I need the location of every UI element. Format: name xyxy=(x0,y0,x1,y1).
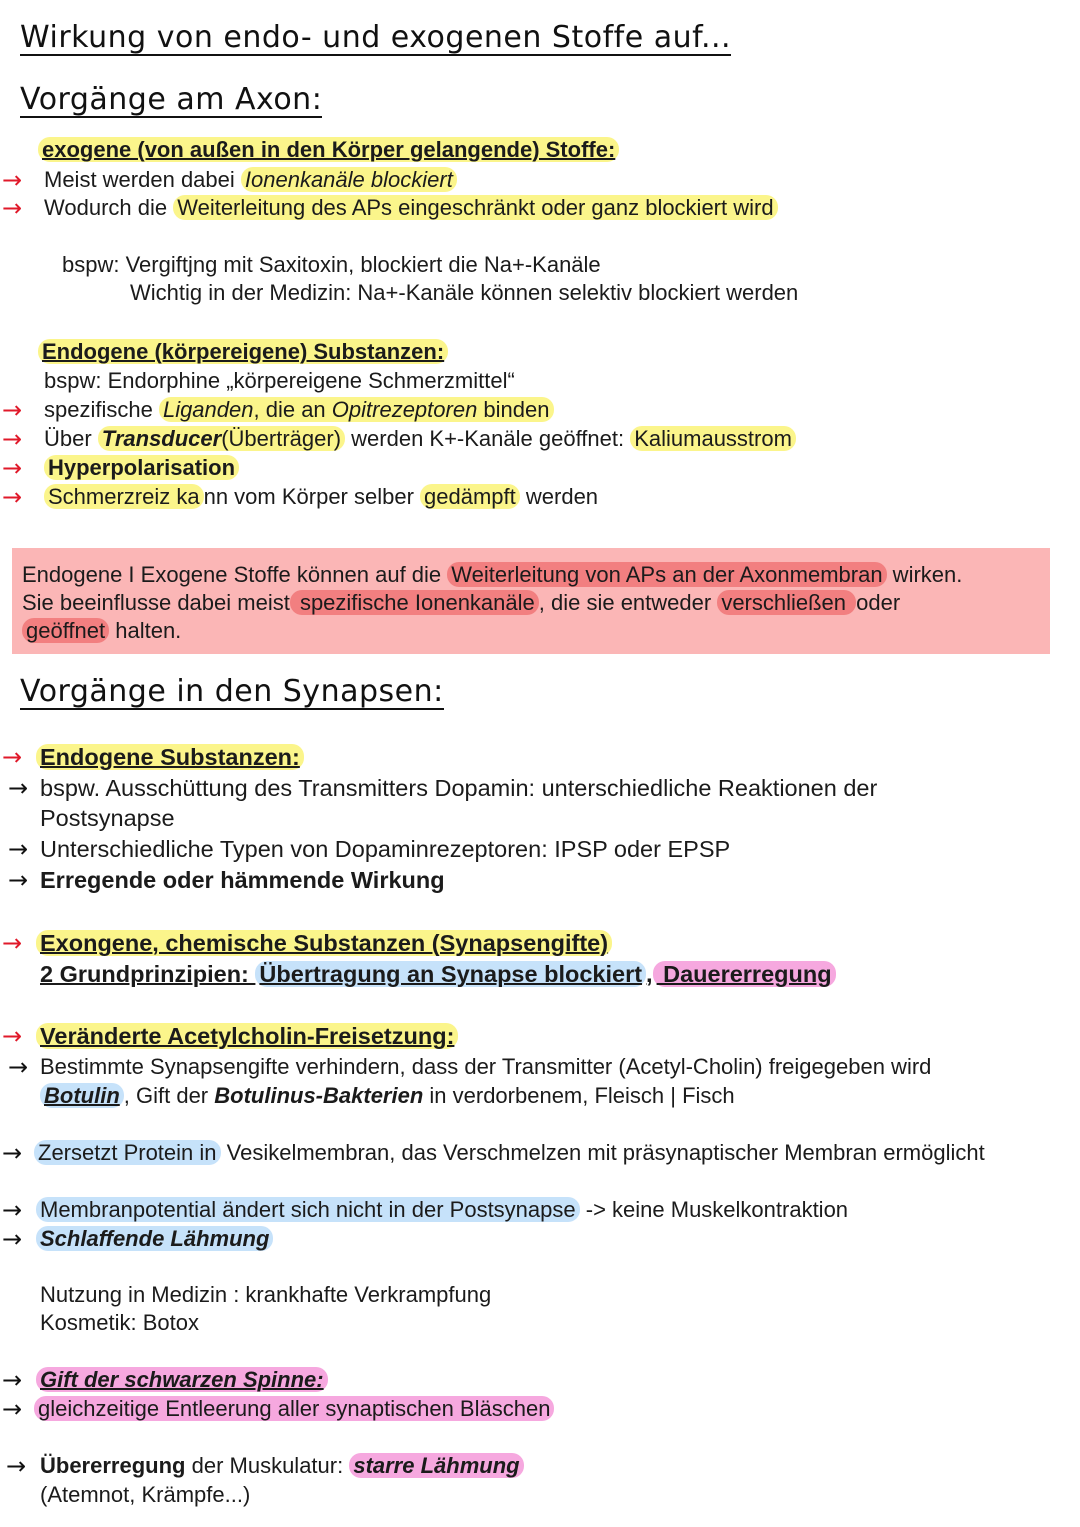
text: nn vom Körper selber xyxy=(203,484,421,509)
syn-endogen-line-1b: Postsynapse xyxy=(40,805,175,831)
highlight: Endogene Substanzen: xyxy=(36,744,304,770)
highlight: Veränderte Acetylcholin-Freisetzung: xyxy=(36,1023,458,1049)
highlight: geöffnet xyxy=(22,618,109,643)
highlight: Hyperpolarisation xyxy=(44,455,239,480)
highlight: Weiterleitung von APs an der Axonmembran xyxy=(447,562,886,587)
text: Liganden xyxy=(162,397,254,422)
text: (Überträger) xyxy=(221,426,342,451)
arrow-icon: → xyxy=(8,1053,29,1081)
highlight: Gift der schwarzen Spinne: xyxy=(36,1367,328,1392)
acetyl-line-7: Kosmetik: Botox xyxy=(40,1310,199,1335)
highlight: gedämpft xyxy=(420,484,520,509)
syn-endogen-line-2: Unterschiedliche Typen von Dopaminrezeptoren: IPSP oder EPSP xyxy=(40,836,731,862)
arrow-icon: → xyxy=(8,774,29,802)
arrow-icon: → xyxy=(2,929,23,957)
acetyl-line-1: Bestimmte Synapsengifte verhindern, dass der Transmitter (Acetyl-Cholin) freigegeben wird xyxy=(40,1054,932,1079)
highlight: spezifische Ionenkanäle xyxy=(290,590,539,615)
text: Sie beeinflusse dabei meist xyxy=(22,590,290,615)
highlight: Botulin xyxy=(40,1083,124,1108)
syn-endogen-heading xyxy=(36,743,304,771)
acetyl-line-4 xyxy=(36,1196,848,1224)
text: Wodurch die xyxy=(44,195,174,220)
text: Über xyxy=(44,426,98,451)
endogen-line-4 xyxy=(44,483,598,511)
text: Opitrezeptoren xyxy=(331,397,478,422)
endogen-example: bspw: Endorphine „körpereigene Schmerzmittel“ xyxy=(44,368,515,393)
arrow-icon: → xyxy=(2,1196,23,1224)
syn-endogen-line-3: Erregende oder hämmende Wirkung xyxy=(40,867,445,893)
highlight: Kaliumausstrom xyxy=(630,426,796,451)
text: in verdorbenem, Fleisch | Fisch xyxy=(423,1083,735,1108)
acetyl-line-5 xyxy=(36,1225,273,1253)
arrow-icon: → xyxy=(8,835,29,863)
text: der Muskulatur: xyxy=(185,1453,350,1478)
section-heading-axon: Vorgänge am Axon: xyxy=(20,82,323,117)
exogen-example-1: bspw: Vergiftjng mit Saxitoxin, blockiert die Na+-Kanäle xyxy=(62,252,601,277)
exogen-heading xyxy=(38,136,619,164)
text: werden K+-Kanäle geöffnet: xyxy=(345,426,631,451)
text: , die sie entweder xyxy=(538,590,718,615)
text: Meist werden dabei xyxy=(44,167,241,192)
acetyl-line-6: Nutzung in Medizin : krankhafte Verkrampfung xyxy=(40,1282,492,1307)
arrow-icon: → xyxy=(8,866,29,894)
text: , die an xyxy=(253,397,332,422)
arrow-icon: → xyxy=(2,1022,23,1050)
endogen-line-1 xyxy=(44,396,554,424)
text: Endogene I Exogene Stoffe können auf die xyxy=(22,562,448,587)
arrow-icon: → xyxy=(2,425,23,453)
summary-line-3 xyxy=(22,617,181,645)
endogen-line-3 xyxy=(44,454,239,482)
text: , xyxy=(646,961,653,987)
highlight: Exongene, chemische Substanzen (Synapsengifte) xyxy=(36,930,612,956)
arrow-icon: → xyxy=(2,454,23,482)
arrow-icon: → xyxy=(2,1395,23,1423)
text: oder xyxy=(856,590,901,615)
highlight: Übertragung an Synapse blockiert xyxy=(255,961,646,987)
text: binden xyxy=(477,397,550,422)
highlight xyxy=(98,426,345,451)
spider-line-1 xyxy=(34,1395,554,1423)
spider-heading xyxy=(36,1366,328,1394)
arrow-icon: → xyxy=(2,483,23,511)
highlight: starre Lähmung xyxy=(349,1453,523,1478)
spider-line-2 xyxy=(40,1452,524,1480)
summary-line-1 xyxy=(22,561,962,589)
exogen-heading-text: exogene (von außen in den Körper gelangende) Stoffe: xyxy=(38,137,619,162)
exogen-line-2 xyxy=(44,194,778,222)
highlight: Dauererregung xyxy=(653,961,836,987)
section-heading-synapse: Vorgänge in den Synapsen: xyxy=(20,674,444,709)
endogen-line-2 xyxy=(44,425,796,453)
arrow-icon: → xyxy=(6,1452,27,1480)
highlight: gleichzeitige Entleerung aller synaptischen Bläschen xyxy=(34,1396,554,1421)
exogen-example-2: Wichtig in der Medizin: Na+-Kanäle können selektiv blockiert werden xyxy=(130,280,799,305)
spider-line-3: (Atemnot, Krämpfe...) xyxy=(40,1482,251,1507)
endogen-heading-text: Endogene (körpereigene) Substanzen: xyxy=(38,339,448,364)
acetyl-heading xyxy=(36,1022,458,1050)
text: werden xyxy=(519,484,599,509)
text: Transducer xyxy=(101,426,222,451)
arrow-icon: → xyxy=(2,743,23,771)
summary-line-2 xyxy=(22,589,900,617)
text: wirken. xyxy=(886,562,963,587)
text: halten. xyxy=(109,618,182,643)
endogen-heading xyxy=(38,338,448,366)
highlight: Schlaffende Lähmung xyxy=(36,1226,273,1251)
exogen-line-1 xyxy=(44,166,457,194)
highlight: Membranpotential ändert sich nicht in der Postsynapse xyxy=(36,1197,580,1222)
arrow-icon: → xyxy=(2,396,23,424)
text: 2 Grundprinzipien: xyxy=(40,961,256,987)
arrow-icon: → xyxy=(2,166,23,194)
text: Vesikelmembran, das Verschmelzen mit präsynaptischer Membran ermöglicht xyxy=(220,1140,985,1165)
highlight xyxy=(159,397,554,422)
acetyl-line-2 xyxy=(40,1082,735,1110)
syn-endogen-line-1: bspw. Ausschüttung des Transmitters Dopamin: unterschiedliche Reaktionen der xyxy=(40,775,878,801)
syn-exogen-heading xyxy=(36,929,612,957)
arrow-icon: → xyxy=(2,1366,23,1394)
highlight: Schmerzreiz ka xyxy=(44,484,204,509)
text: -> keine Muskelkontraktion xyxy=(579,1197,849,1222)
highlight: Weiterleitung des APs eingeschränkt oder ganz blockiert wird xyxy=(173,195,777,220)
syn-exogen-principles xyxy=(40,960,836,988)
arrow-icon: → xyxy=(2,1139,23,1167)
highlight: verschließen xyxy=(717,590,856,615)
text: Übererregung xyxy=(40,1453,186,1478)
page-title: Wirkung von endo- und exogenen Stoffe auf... xyxy=(20,20,732,55)
text: spezifische xyxy=(44,397,159,422)
text: Botulinus-Bakterien xyxy=(214,1083,424,1108)
arrow-icon: → xyxy=(2,1225,23,1253)
highlight: Ionenkanäle blockiert xyxy=(241,167,457,192)
highlight: Zersetzt Protein in xyxy=(34,1140,221,1165)
acetyl-line-3 xyxy=(34,1139,985,1167)
arrow-icon: → xyxy=(2,194,23,222)
text: , Gift der xyxy=(123,1083,215,1108)
